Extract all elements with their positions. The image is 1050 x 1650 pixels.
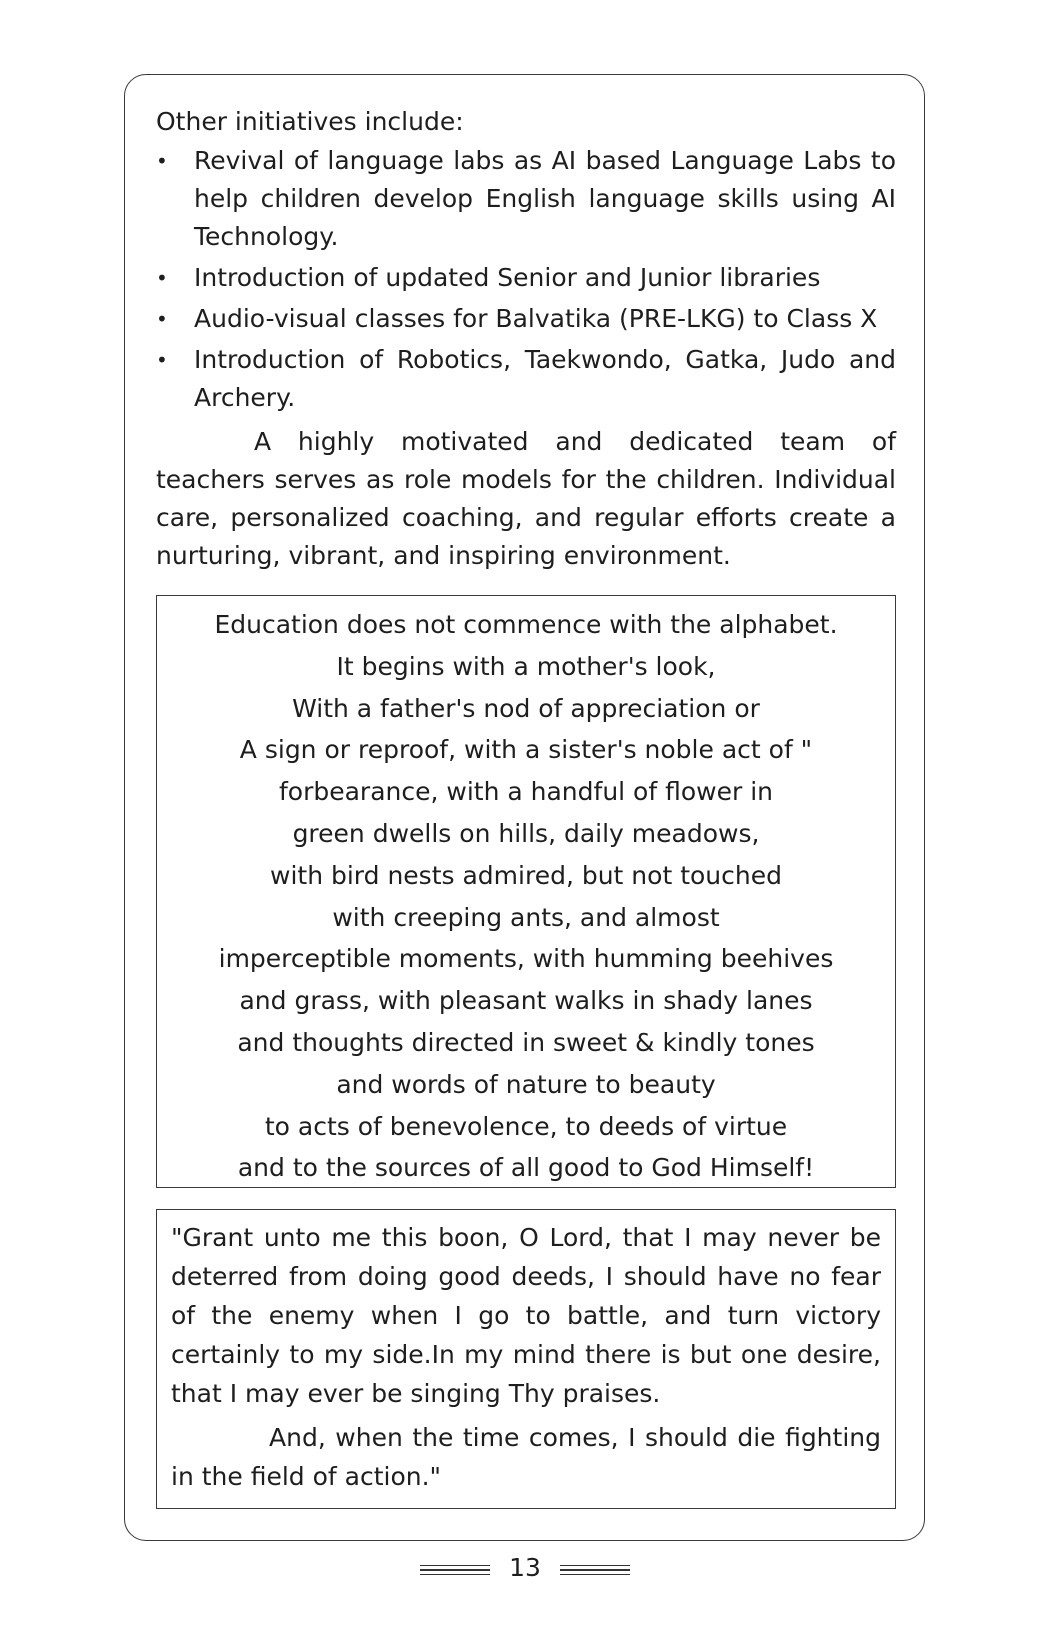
poem-line: Education does not commence with the alphabet. xyxy=(214,610,838,639)
bullet-icon: • xyxy=(156,149,168,173)
list-item xyxy=(156,259,896,297)
poem-line: It begins with a mother's look, xyxy=(336,651,716,681)
poem-line: with bird nests admired, but not touched xyxy=(270,860,782,890)
prayer-paragraph: "Grant unto me this boon, O Lord, that I may never be deterred from doing good deeds, I should have no fear of the enemy when I go to battle, and turn victory certainly to my side.In my mind there is but one desire, that I may ever be singing Thy praises. xyxy=(171,1223,881,1408)
list-item xyxy=(156,300,896,338)
prayer-closing-paragraph: And, when the time comes, I should die fighting in the field of action." xyxy=(171,1423,881,1491)
teachers-paragraph: A highly motivated and dedicated team of teachers serves as role models for the children. Individual care, personalized coaching, and regular efforts create a nurturing, vibrant, and inspiring environment. xyxy=(156,427,896,570)
poem-line: with creeping ants, and almost xyxy=(332,902,720,932)
list-item-text: Audio-visual classes for Balvatika (PRE-LKG) to Class X xyxy=(194,304,878,333)
poem-line: With a father's nod of appreciation or xyxy=(292,693,760,723)
page-number: 13 xyxy=(509,1553,541,1582)
bullet-icon: • xyxy=(156,266,168,290)
poem-line: and grass, with pleasant walks in shady lanes xyxy=(239,986,813,1016)
bullet-icon: • xyxy=(156,307,168,331)
list-item xyxy=(156,142,896,256)
list-item-text: Revival of language labs as AI based Language Labs to help children develop English language skills using AI Technology. xyxy=(194,146,896,251)
initiatives-list xyxy=(156,142,896,420)
page-footer xyxy=(420,1551,630,1587)
poem-line: imperceptible moments, with humming beehives xyxy=(218,944,834,974)
poem-box xyxy=(156,595,896,1188)
footer-rule-left xyxy=(420,1565,490,1578)
intro-label: Other initiatives include: xyxy=(156,107,464,136)
list-item-text: Introduction of updated Senior and Junior libraries xyxy=(194,263,821,292)
footer-rule-right xyxy=(560,1565,630,1578)
poem-line: and to the sources of all good to God Himself! xyxy=(237,1153,815,1183)
poem-line: forbearance, with a handful of flower in xyxy=(278,777,773,807)
poem-line: A sign or reproof, with a sister's noble act of " xyxy=(239,735,813,765)
poem-lines xyxy=(157,596,895,1189)
bullet-icon: • xyxy=(156,348,168,372)
poem-line: to acts of benevolence, to deeds of virtue xyxy=(264,1111,788,1141)
list-item-text: Introduction of Robotics, Taekwondo, Gatka, Judo and Archery. xyxy=(194,345,896,412)
list-item xyxy=(156,341,896,417)
poem-line: and thoughts directed in sweet & kindly tones xyxy=(237,1027,815,1057)
prayer-box xyxy=(156,1209,896,1509)
poem-line: and words of nature to beauty xyxy=(336,1069,716,1099)
poem-line: green dwells on hills, daily meadows, xyxy=(292,818,760,848)
